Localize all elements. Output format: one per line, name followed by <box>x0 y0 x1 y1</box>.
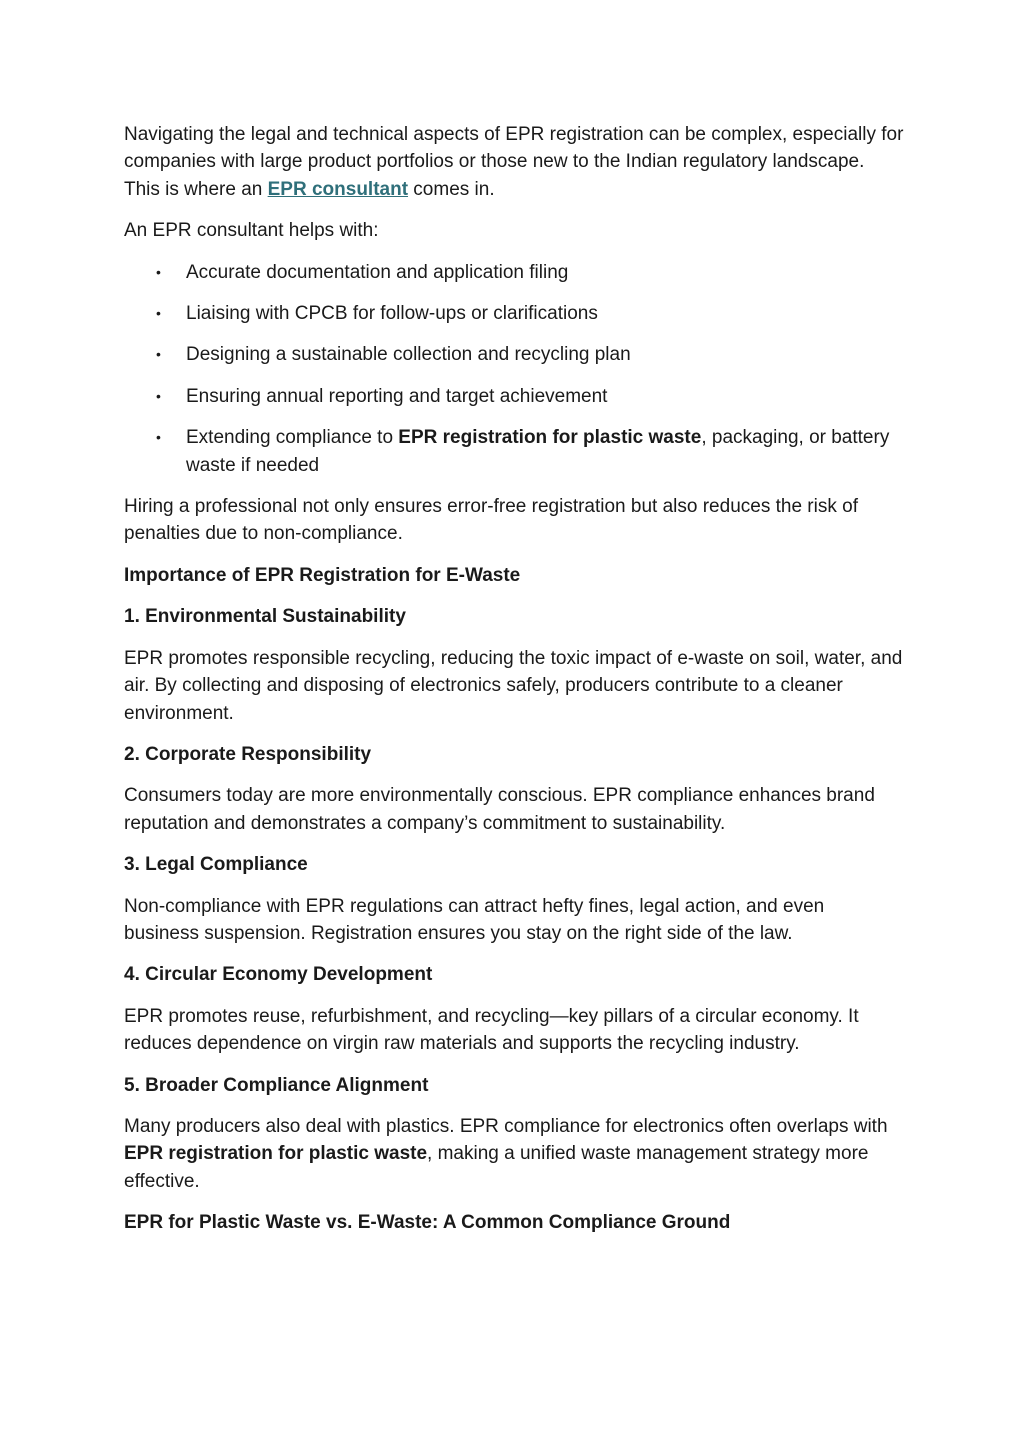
section-heading: 4. Circular Economy Development <box>124 964 433 986</box>
section-body: Non-compliance with EPR regulations can attract hefty fines, legal action, and even business suspension. Registration ensures you stay on the right side of the law. <box>124 895 825 944</box>
intro-text-start: Navigating the legal and technical aspects of EPR registration can be complex, especially for companies with large product portfolios or those new to the Indian regulatory landscape. This is where an <box>124 124 904 200</box>
list-item <box>124 424 904 479</box>
list-item <box>124 300 904 327</box>
list-item-text: Accurate documentation and application filing <box>186 261 569 283</box>
section-body: EPR promotes responsible recycling, reducing the toxic impact of e-waste on soil, water, and air. By collecting and disposing of electronics safely, producers contribute to a cleaner environment. <box>124 647 903 724</box>
list-item-text-after: , packaging, or battery waste if needed <box>186 427 890 476</box>
list-item-bold-text: EPR registration for plastic waste <box>398 427 702 449</box>
list-item-text: Liaising with CPCB for follow-ups or clarifications <box>186 303 598 325</box>
section-body: Consumers today are more environmentally conscious. EPR compliance enhances brand reputation and demonstrates a company’s commitment to sustainability. <box>124 785 875 834</box>
section-heading: 1. Environmental Sustainability <box>124 606 406 628</box>
section-heading: 5. Broader Compliance Alignment <box>124 1074 429 1096</box>
bullet-icon: • <box>156 263 161 280</box>
intro-paragraph <box>124 121 904 203</box>
bullet-icon: • <box>156 387 161 404</box>
bullet-icon: • <box>156 346 161 363</box>
helps-intro: An EPR consultant helps with: <box>124 220 379 242</box>
final-heading: EPR for Plastic Waste vs. E-Waste: A Common Compliance Ground <box>124 1212 731 1234</box>
bullet-icon: • <box>156 305 161 322</box>
document-page <box>124 121 904 1251</box>
epr-consultant-link[interactable]: EPR consultant <box>267 178 409 200</box>
list-item-text: Designing a sustainable collection and recycling plan <box>186 344 631 366</box>
list-item <box>124 341 904 368</box>
list-item-text-before: Extending compliance to <box>186 427 399 449</box>
section-body-text-before: Many producers also deal with plastics. EPR compliance for electronics often overlaps with <box>124 1115 888 1137</box>
bullet-icon: • <box>156 429 161 446</box>
list-item-text: Ensuring annual reporting and target achievement <box>186 385 608 407</box>
section-body <box>124 1113 904 1195</box>
section-heading: 3. Legal Compliance <box>124 854 308 876</box>
section-body: EPR promotes reuse, refurbishment, and recycling—key pillars of a circular economy. It reduces dependence on virgin raw materials and supports the recycling industry. <box>124 1005 859 1055</box>
section-heading: 2. Corporate Responsibility <box>124 743 372 765</box>
list-item <box>124 259 904 286</box>
hiring-paragraph: Hiring a professional not only ensures error-free registration but also reduces the risk of penalties due to non-compliance. <box>124 496 858 545</box>
intro-text-end: comes in. <box>408 178 495 200</box>
importance-heading: Importance of EPR Registration for E-Waste <box>124 564 521 586</box>
section-body-text-after: , making a unified waste management strategy more effective. <box>124 1143 869 1192</box>
list-item <box>124 383 904 410</box>
consultant-help-list <box>124 259 904 479</box>
section-body-bold-text: EPR registration for plastic waste <box>124 1143 428 1165</box>
